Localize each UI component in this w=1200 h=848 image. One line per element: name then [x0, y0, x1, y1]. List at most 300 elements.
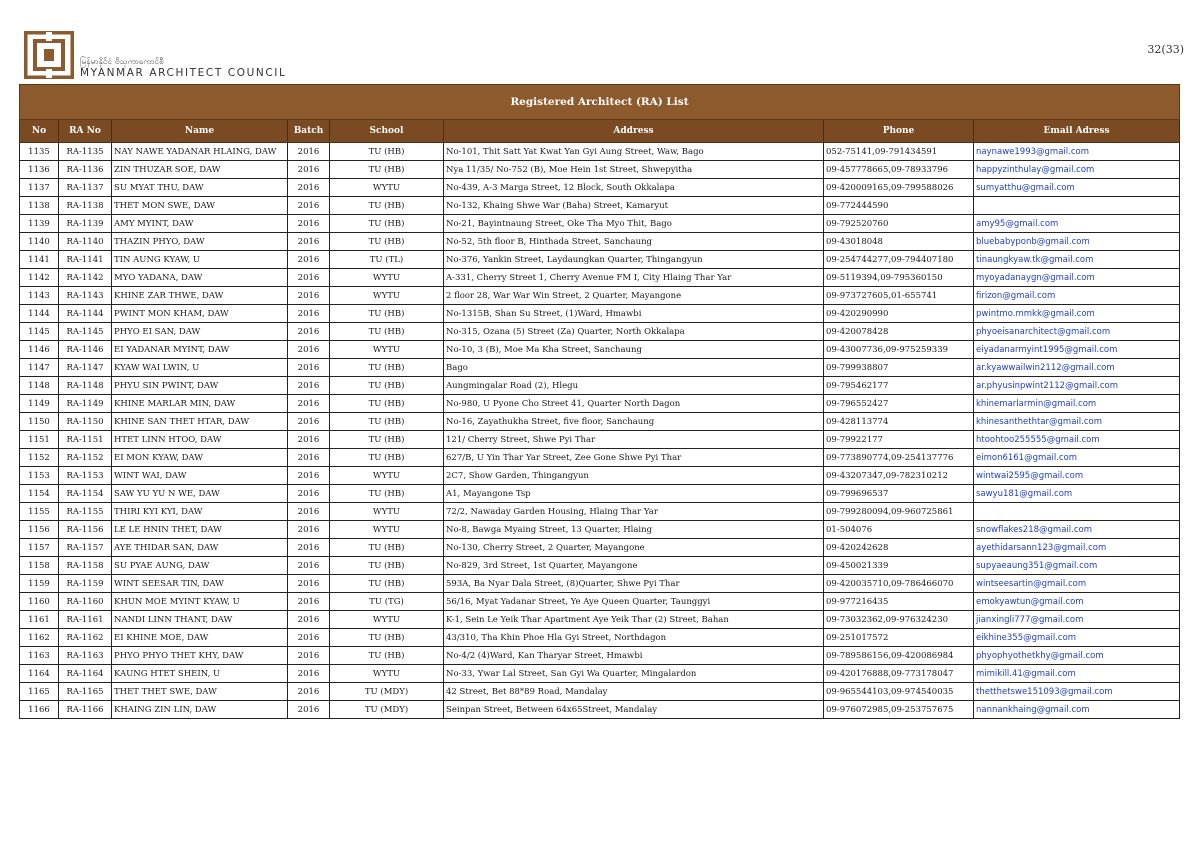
page-number: 32(33) — [1147, 43, 1184, 56]
architect-name-cell: KYAW WAI LWIN, U — [112, 359, 288, 377]
ra-number-cell: RA-1159 — [59, 575, 112, 593]
row-number-cell: 1151 — [20, 431, 59, 449]
ra-number-cell: RA-1150 — [59, 413, 112, 431]
batch-cell: 2016 — [288, 233, 330, 251]
table-row — [20, 305, 1180, 323]
table-title: Registered Architect (RA) List — [20, 85, 1180, 120]
architect-name-cell: KHINE MARLAR MIN, DAW — [112, 395, 288, 413]
phone-cell: 09-796552427 — [824, 395, 974, 413]
table-row — [20, 449, 1180, 467]
row-number-cell: 1144 — [20, 305, 59, 323]
school-cell: TU (HB) — [330, 629, 444, 647]
address-cell: No-101, Thit Satt Yat Kwat Yan Gyi Aung Street, Waw, Bago — [444, 143, 824, 161]
architect-name-cell: KHINE SAN THET HTAR, DAW — [112, 413, 288, 431]
phone-cell: 09-420078428 — [824, 323, 974, 341]
table-row — [20, 521, 1180, 539]
table-row — [20, 485, 1180, 503]
row-number-cell: 1137 — [20, 179, 59, 197]
architect-name-cell: THET THET SWE, DAW — [112, 683, 288, 701]
architect-name-cell: WINT SEESAR TIN, DAW — [112, 575, 288, 593]
phone-cell: 09-450021339 — [824, 557, 974, 575]
row-number-cell: 1148 — [20, 377, 59, 395]
batch-cell: 2016 — [288, 395, 330, 413]
phone-cell: 09-420242628 — [824, 539, 974, 557]
phone-cell: 09-420290990 — [824, 305, 974, 323]
phone-cell: 09-977216435 — [824, 593, 974, 611]
batch-cell: 2016 — [288, 593, 330, 611]
email-cell[interactable]: firizon@gmail.com — [974, 287, 1180, 305]
address-cell: A1, Mayangone Tsp — [444, 485, 824, 503]
school-cell: TU (HB) — [330, 323, 444, 341]
row-number-cell: 1135 — [20, 143, 59, 161]
ra-number-cell: RA-1164 — [59, 665, 112, 683]
address-cell: 2C7, Show Garden, Thingangyun — [444, 467, 824, 485]
row-number-cell: 1156 — [20, 521, 59, 539]
phone-cell: 09-773890774,09-254137776 — [824, 449, 974, 467]
ra-number-cell: RA-1165 — [59, 683, 112, 701]
architect-name-cell: AYE THIDAR SAN, DAW — [112, 539, 288, 557]
batch-cell: 2016 — [288, 161, 330, 179]
school-cell: TU (HB) — [330, 197, 444, 215]
ra-number-cell: RA-1136 — [59, 161, 112, 179]
row-number-cell: 1160 — [20, 593, 59, 611]
email-cell[interactable]: myoyadanaygn@gmail.com — [974, 269, 1180, 287]
table-row — [20, 701, 1180, 719]
ra-number-cell: RA-1161 — [59, 611, 112, 629]
row-number-cell: 1138 — [20, 197, 59, 215]
row-number-cell: 1162 — [20, 629, 59, 647]
ra-number-cell: RA-1143 — [59, 287, 112, 305]
table-row — [20, 557, 1180, 575]
architect-name-cell: LE LE HNIN THET, DAW — [112, 521, 288, 539]
row-number-cell: 1150 — [20, 413, 59, 431]
batch-cell: 2016 — [288, 503, 330, 521]
ra-number-cell: RA-1135 — [59, 143, 112, 161]
ra-number-cell: RA-1152 — [59, 449, 112, 467]
email-cell[interactable]: ayethidarsann123@gmail.com — [974, 539, 1180, 557]
address-cell: No-21, Bayintnaung Street, Oke Tha Myo Thit, Bago — [444, 215, 824, 233]
ra-number-cell: RA-1146 — [59, 341, 112, 359]
phone-cell: 09-254744277,09-794407180 — [824, 251, 974, 269]
table-row — [20, 377, 1180, 395]
ra-number-cell: RA-1155 — [59, 503, 112, 521]
batch-cell: 2016 — [288, 251, 330, 269]
email-cell[interactable]: wintwai2595@gmail.com — [974, 467, 1180, 485]
column-header-ra-no: RA No — [59, 120, 112, 143]
phone-cell: 01-504076 — [824, 521, 974, 539]
school-cell: WYTU — [330, 287, 444, 305]
phone-cell: 09-457778665,09-78933796 — [824, 161, 974, 179]
phone-cell: 09-43207347,09-782310212 — [824, 467, 974, 485]
email-cell[interactable]: emokyawtun@gmail.com — [974, 593, 1180, 611]
address-cell: 2 floor 28, War War Win Street, 2 Quarter, Mayangone — [444, 287, 824, 305]
column-header-row — [20, 120, 1180, 143]
column-header-address: Address — [444, 120, 824, 143]
architect-name-cell: SU MYAT THU, DAW — [112, 179, 288, 197]
architect-name-cell: PWINT MON KHAM, DAW — [112, 305, 288, 323]
table-row — [20, 593, 1180, 611]
table-row — [20, 683, 1180, 701]
batch-cell: 2016 — [288, 665, 330, 683]
email-cell[interactable]: phyophyothetkhy@gmail.com — [974, 647, 1180, 665]
architect-name-cell: AMY MYINT, DAW — [112, 215, 288, 233]
batch-cell: 2016 — [288, 575, 330, 593]
address-cell: No-33, Ywar Lal Street, San Gyi Wa Quarter, Mingalardon — [444, 665, 824, 683]
batch-cell: 2016 — [288, 557, 330, 575]
ra-number-cell: RA-1144 — [59, 305, 112, 323]
ra-number-cell: RA-1151 — [59, 431, 112, 449]
ra-number-cell: RA-1163 — [59, 647, 112, 665]
address-cell: No-132, Khaing Shwe War (Baha) Street, Kamaryut — [444, 197, 824, 215]
phone-cell: 09-420176888,09-773178047 — [824, 665, 974, 683]
table-row — [20, 341, 1180, 359]
table-row — [20, 359, 1180, 377]
row-number-cell: 1141 — [20, 251, 59, 269]
ra-number-cell: RA-1154 — [59, 485, 112, 503]
school-cell: WYTU — [330, 665, 444, 683]
ra-number-cell: RA-1156 — [59, 521, 112, 539]
email-cell[interactable]: khinemarlarmin@gmail.com — [974, 395, 1180, 413]
email-cell[interactable]: happyzinthulay@gmail.com — [974, 161, 1180, 179]
architect-name-cell: HTET LINN HTOO, DAW — [112, 431, 288, 449]
phone-cell: 09-43007736,09-975259339 — [824, 341, 974, 359]
row-number-cell: 1152 — [20, 449, 59, 467]
email-cell[interactable]: eiyadanarmyint1995@gmail.com — [974, 341, 1180, 359]
school-cell: TU (HB) — [330, 539, 444, 557]
ra-number-cell: RA-1138 — [59, 197, 112, 215]
row-number-cell: 1149 — [20, 395, 59, 413]
email-cell[interactable]: eikhine355@gmail.com — [974, 629, 1180, 647]
phone-cell: 09-772444590 — [824, 197, 974, 215]
batch-cell: 2016 — [288, 647, 330, 665]
ra-number-cell: RA-1141 — [59, 251, 112, 269]
architect-name-cell: EI YADANAR MYINT, DAW — [112, 341, 288, 359]
architect-name-cell: THAZIN PHYO, DAW — [112, 233, 288, 251]
address-cell: No-4/2 (4)Ward, Kan Tharyar Street, Hmawbi — [444, 647, 824, 665]
row-number-cell: 1142 — [20, 269, 59, 287]
batch-cell: 2016 — [288, 611, 330, 629]
architect-name-cell: KAUNG HTET SHEIN, U — [112, 665, 288, 683]
email-cell[interactable]: ar.phyusinpwint2112@gmail.com — [974, 377, 1180, 395]
org-name: MYANMAR ARCHITECT COUNCIL — [80, 67, 287, 79]
batch-cell: 2016 — [288, 431, 330, 449]
phone-cell: 09-420009165,09-799588026 — [824, 179, 974, 197]
school-cell: WYTU — [330, 503, 444, 521]
table-row — [20, 629, 1180, 647]
email-cell[interactable]: nannankhaing@gmail.com — [974, 701, 1180, 719]
table-row — [20, 161, 1180, 179]
school-cell: TU (HB) — [330, 485, 444, 503]
school-cell: TU (HB) — [330, 449, 444, 467]
table-row — [20, 287, 1180, 305]
school-cell: TU (HB) — [330, 647, 444, 665]
row-number-cell: 1158 — [20, 557, 59, 575]
batch-cell: 2016 — [288, 287, 330, 305]
architect-name-cell: SU PYAE AUNG, DAW — [112, 557, 288, 575]
batch-cell: 2016 — [288, 629, 330, 647]
school-cell: TU (HB) — [330, 431, 444, 449]
architect-name-cell: EI KHINE MOE, DAW — [112, 629, 288, 647]
architect-name-cell: TIN AUNG KYAW, U — [112, 251, 288, 269]
ra-number-cell: RA-1142 — [59, 269, 112, 287]
table-row — [20, 269, 1180, 287]
column-header-batch: Batch — [288, 120, 330, 143]
school-cell: WYTU — [330, 467, 444, 485]
table-row — [20, 575, 1180, 593]
row-number-cell: 1139 — [20, 215, 59, 233]
row-number-cell: 1159 — [20, 575, 59, 593]
batch-cell: 2016 — [288, 323, 330, 341]
school-cell: TU (HB) — [330, 359, 444, 377]
architect-name-cell: MYO YADANA, DAW — [112, 269, 288, 287]
email-cell[interactable]: tinaungkyaw.tk@gmail.com — [974, 251, 1180, 269]
email-cell[interactable]: mimikill.41@gmail.com — [974, 665, 1180, 683]
ra-number-cell: RA-1147 — [59, 359, 112, 377]
batch-cell: 2016 — [288, 269, 330, 287]
table-row — [20, 143, 1180, 161]
phone-cell: 09-792520760 — [824, 215, 974, 233]
email-cell[interactable]: supyaeaung351@gmail.com — [974, 557, 1180, 575]
school-cell: TU (MDY) — [330, 683, 444, 701]
batch-cell: 2016 — [288, 683, 330, 701]
table-row — [20, 647, 1180, 665]
batch-cell: 2016 — [288, 449, 330, 467]
address-cell: No-16, Zayathukha Street, five floor, Sanchaung — [444, 413, 824, 431]
table-row — [20, 431, 1180, 449]
architect-name-cell: THET MON SWE, DAW — [112, 197, 288, 215]
ra-number-cell: RA-1153 — [59, 467, 112, 485]
phone-cell: 09-799280094,09-960725861 — [824, 503, 974, 521]
batch-cell: 2016 — [288, 377, 330, 395]
ra-number-cell: RA-1160 — [59, 593, 112, 611]
email-cell[interactable]: thetthetswe151093@gmail.com — [974, 683, 1180, 701]
address-cell: No-10, 3 (B), Moe Ma Kha Street, Sanchaung — [444, 341, 824, 359]
address-cell: 627/B, U Yin Thar Yar Street, Zee Gone Shwe Pyi Thar — [444, 449, 824, 467]
email-cell[interactable]: snowflakes218@gmail.com — [974, 521, 1180, 539]
batch-cell: 2016 — [288, 197, 330, 215]
phone-cell: 09-251017572 — [824, 629, 974, 647]
address-cell: K-1, Sein Le Yeik Thar Apartment Aye Yeik Thar (2) Street, Bahan — [444, 611, 824, 629]
ra-number-cell: RA-1148 — [59, 377, 112, 395]
phone-cell: 09-420035710,09-786466070 — [824, 575, 974, 593]
architect-name-cell: NANDI LINN THANT, DAW — [112, 611, 288, 629]
phone-cell: 09-5119394,09-795360150 — [824, 269, 974, 287]
row-number-cell: 1147 — [20, 359, 59, 377]
email-cell[interactable]: htoohtoo255555@gmail.com — [974, 431, 1180, 449]
school-cell: TU (HB) — [330, 557, 444, 575]
school-cell: WYTU — [330, 611, 444, 629]
batch-cell: 2016 — [288, 539, 330, 557]
school-cell: TU (HB) — [330, 215, 444, 233]
school-cell: TU (HB) — [330, 305, 444, 323]
school-cell: TU (HB) — [330, 233, 444, 251]
batch-cell: 2016 — [288, 305, 330, 323]
column-header-email: Email Adress — [974, 120, 1180, 143]
ra-number-cell: RA-1145 — [59, 323, 112, 341]
address-cell: No-52, 5th floor B, Hinthada Street, Sanchaung — [444, 233, 824, 251]
ra-number-cell: RA-1139 — [59, 215, 112, 233]
batch-cell: 2016 — [288, 701, 330, 719]
email-cell[interactable]: jianxingli777@gmail.com — [974, 611, 1180, 629]
row-number-cell: 1155 — [20, 503, 59, 521]
ra-number-cell: RA-1137 — [59, 179, 112, 197]
batch-cell: 2016 — [288, 359, 330, 377]
email-cell — [974, 503, 1180, 521]
table-row — [20, 413, 1180, 431]
ra-number-cell: RA-1157 — [59, 539, 112, 557]
row-number-cell: 1146 — [20, 341, 59, 359]
address-cell: 56/16, Myat Yadanar Street, Ye Aye Queen Quarter, Taunggyi — [444, 593, 824, 611]
school-cell: WYTU — [330, 341, 444, 359]
phone-cell: 09-789586156,09-420086984 — [824, 647, 974, 665]
address-cell: No-439, A-3 Marga Street, 12 Block, South Okkalapa — [444, 179, 824, 197]
school-cell: WYTU — [330, 521, 444, 539]
phone-cell: 09-799696537 — [824, 485, 974, 503]
school-cell: TU (HB) — [330, 161, 444, 179]
table-row — [20, 665, 1180, 683]
email-cell[interactable]: sawyu181@gmail.com — [974, 485, 1180, 503]
batch-cell: 2016 — [288, 467, 330, 485]
address-cell: No-980, U Pyone Cho Street 41, Quarter North Dagon — [444, 395, 824, 413]
batch-cell: 2016 — [288, 413, 330, 431]
address-cell: Bago — [444, 359, 824, 377]
row-number-cell: 1143 — [20, 287, 59, 305]
table-row — [20, 179, 1180, 197]
architect-name-cell: KHUN MOE MYINT KYAW, U — [112, 593, 288, 611]
email-cell[interactable]: bluebabyponb@gmail.com — [974, 233, 1180, 251]
phone-cell: 09-799938807 — [824, 359, 974, 377]
email-cell[interactable]: phyoeisanarchitect@gmail.com — [974, 323, 1180, 341]
phone-cell: 09-79922177 — [824, 431, 974, 449]
table-row — [20, 395, 1180, 413]
architect-name-cell: WINT WAI, DAW — [112, 467, 288, 485]
row-number-cell: 1136 — [20, 161, 59, 179]
row-number-cell: 1157 — [20, 539, 59, 557]
school-cell: TU (HB) — [330, 395, 444, 413]
email-cell[interactable]: sumyatthu@gmail.com — [974, 179, 1180, 197]
table-row — [20, 251, 1180, 269]
ra-number-cell: RA-1166 — [59, 701, 112, 719]
address-cell: Nya 11/35/ No-752 (B), Moe Hein 1st Street, Shwepyitha — [444, 161, 824, 179]
school-cell: TU (MDY) — [330, 701, 444, 719]
phone-cell: 09-965544103,09-974540035 — [824, 683, 974, 701]
email-cell[interactable]: amy95@gmail.com — [974, 215, 1180, 233]
table-row — [20, 539, 1180, 557]
phone-cell: 09-795462177 — [824, 377, 974, 395]
row-number-cell: 1165 — [20, 683, 59, 701]
architect-name-cell: EI MON KYAW, DAW — [112, 449, 288, 467]
council-logo-icon — [24, 31, 74, 79]
phone-cell: 09-428113774 — [824, 413, 974, 431]
batch-cell: 2016 — [288, 341, 330, 359]
school-cell: TU (HB) — [330, 413, 444, 431]
school-cell: WYTU — [330, 269, 444, 287]
batch-cell: 2016 — [288, 179, 330, 197]
ra-number-cell: RA-1162 — [59, 629, 112, 647]
row-number-cell: 1145 — [20, 323, 59, 341]
architect-name-cell: PHYU SIN PWINT, DAW — [112, 377, 288, 395]
architect-name-cell: KHINE ZAR THWE, DAW — [112, 287, 288, 305]
batch-cell: 2016 — [288, 521, 330, 539]
address-cell: No-829, 3rd Street, 1st Quarter, Mayangone — [444, 557, 824, 575]
table-body — [20, 143, 1180, 719]
row-number-cell: 1163 — [20, 647, 59, 665]
ra-number-cell: RA-1140 — [59, 233, 112, 251]
address-cell: 43/310, Tha Khin Phoe Hla Gyi Street, Northdagon — [444, 629, 824, 647]
ra-number-cell: RA-1158 — [59, 557, 112, 575]
email-cell[interactable]: wintseesartin@gmail.com — [974, 575, 1180, 593]
school-cell: WYTU — [330, 179, 444, 197]
row-number-cell: 1154 — [20, 485, 59, 503]
table-row — [20, 215, 1180, 233]
batch-cell: 2016 — [288, 143, 330, 161]
address-cell: No-376, Yankin Street, Laydaungkan Quarter, Thingangyun — [444, 251, 824, 269]
architect-list-table — [19, 84, 1180, 719]
phone-cell: 052-75141,09-791434591 — [824, 143, 974, 161]
address-cell: 42 Street, Bet 88*89 Road, Mandalay — [444, 683, 824, 701]
email-cell[interactable]: pwintmo.mmkk@gmail.com — [974, 305, 1180, 323]
address-cell: Seinpan Street, Between 64x65Street, Mandalay — [444, 701, 824, 719]
architect-name-cell: THIRI KYI KYI, DAW — [112, 503, 288, 521]
column-header-no: No — [20, 120, 59, 143]
email-cell[interactable]: khinesanthethtar@gmail.com — [974, 413, 1180, 431]
column-header-phone: Phone — [824, 120, 974, 143]
table-row — [20, 467, 1180, 485]
address-cell: 121/ Cherry Street, Shwe Pyi Thar — [444, 431, 824, 449]
address-cell: A-331, Cherry Street 1, Cherry Avenue FM I, City Hlaing Thar Yar — [444, 269, 824, 287]
school-cell: TU (HB) — [330, 575, 444, 593]
architect-name-cell: PHYO EI SAN, DAW — [112, 323, 288, 341]
school-cell: TU (HB) — [330, 143, 444, 161]
email-cell — [974, 197, 1180, 215]
table-row — [20, 323, 1180, 341]
email-cell[interactable]: ar.kyawwailwin2112@gmail.com — [974, 359, 1180, 377]
row-number-cell: 1140 — [20, 233, 59, 251]
table-row — [20, 233, 1180, 251]
architect-name-cell: KHAING ZIN LIN, DAW — [112, 701, 288, 719]
batch-cell: 2016 — [288, 485, 330, 503]
phone-cell: 09-973727605,01-655741 — [824, 287, 974, 305]
row-number-cell: 1166 — [20, 701, 59, 719]
architect-name-cell: NAY NAWE YADANAR HLAING, DAW — [112, 143, 288, 161]
row-number-cell: 1164 — [20, 665, 59, 683]
architect-name-cell: PHYO PHYO THET KHY, DAW — [112, 647, 288, 665]
architect-name-cell: ZIN THUZAR SOE, DAW — [112, 161, 288, 179]
architect-name-cell: SAW YU YU N WE, DAW — [112, 485, 288, 503]
batch-cell: 2016 — [288, 215, 330, 233]
table-row — [20, 503, 1180, 521]
page-header — [24, 31, 1184, 81]
address-cell: No-8, Bawga Myaing Street, 13 Quarter, Hlaing — [444, 521, 824, 539]
address-cell: No-1315B, Shan Su Street, (1)Ward, Hmawbi — [444, 305, 824, 323]
phone-cell: 09-976072985,09-253757675 — [824, 701, 974, 719]
phone-cell: 09-73032362,09-976324230 — [824, 611, 974, 629]
column-header-name: Name — [112, 120, 288, 143]
school-cell: TU (TG) — [330, 593, 444, 611]
row-number-cell: 1161 — [20, 611, 59, 629]
email-cell[interactable]: naynawe1993@gmail.com — [974, 143, 1180, 161]
address-cell: No-315, Ozana (5) Street (Za) Quarter, North Okkalapa — [444, 323, 824, 341]
ra-number-cell: RA-1149 — [59, 395, 112, 413]
address-cell: Aungmingalar Road (2), Hlegu — [444, 377, 824, 395]
address-cell: 593A, Ba Nyar Dala Street, (8)Quarter, Shwe Pyi Thar — [444, 575, 824, 593]
email-cell[interactable]: eimon6161@gmail.com — [974, 449, 1180, 467]
org-name-local: မြန်မာနိုင်ငံ ဗိသုကာကောင်စီ — [80, 57, 164, 66]
phone-cell: 09-43018048 — [824, 233, 974, 251]
column-header-school: School — [330, 120, 444, 143]
school-cell: TU (TL) — [330, 251, 444, 269]
school-cell: TU (HB) — [330, 377, 444, 395]
